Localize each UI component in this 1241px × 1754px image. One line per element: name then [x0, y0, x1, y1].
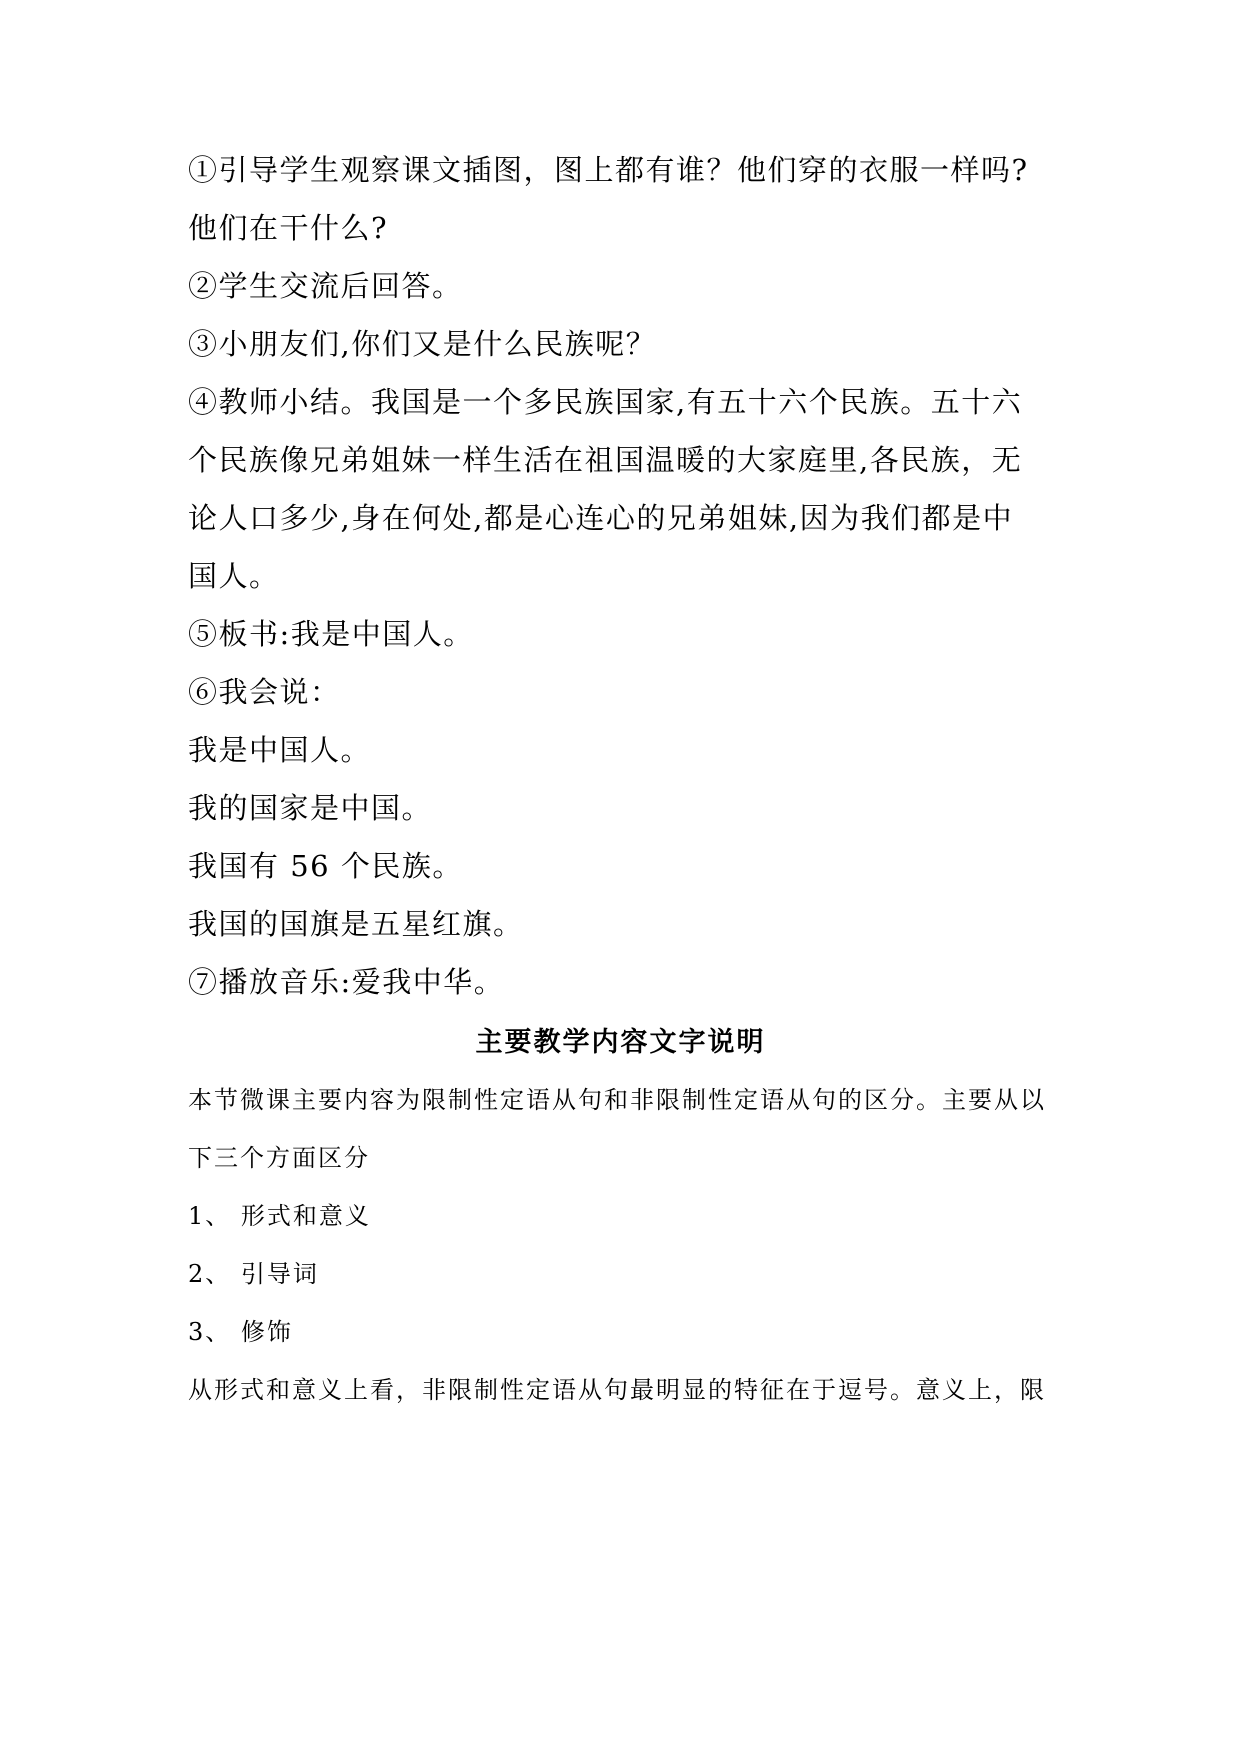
lesson-line-10: ⑥我会说：	[188, 675, 341, 709]
lesson-line-13: 我国有 56 个民族。	[188, 849, 463, 883]
lesson-line-11: 我是中国人。	[188, 733, 372, 767]
lesson-line-6: 个民族像兄弟姐妹一样生活在祖国温暖的大家庭里,各民族，无	[188, 443, 1023, 477]
lesson-line-5: ④教师小结。我国是一个多民族国家,有五十六个民族。五十六	[188, 385, 1023, 419]
lesson-line-2: 他们在干什么?	[188, 211, 389, 245]
lesson-line-7: 论人口多少,身在何处,都是心连心的兄弟姐妹,因为我们都是中	[188, 501, 1014, 535]
lesson-line-3: ②学生交流后回答。	[188, 269, 463, 303]
lesson-line-14: 我国的国旗是五星红旗。	[188, 907, 524, 941]
lesson-line-9: ⑤板书:我是中国人。	[188, 617, 474, 651]
lesson-line-12: 我的国家是中国。	[188, 791, 433, 825]
section-line-1: 本节微课主要内容为限制性定语从句和非限制性定语从句的区分。主要从以	[188, 1086, 1046, 1114]
lesson-line-15: ⑦播放音乐:爱我中华。	[188, 965, 505, 999]
section-line-2: 下三个方面区分	[188, 1144, 370, 1172]
lesson-line-8: 国人。	[188, 559, 280, 593]
section-line-3: 1、 形式和意义	[188, 1202, 371, 1230]
section-heading: 主要教学内容文字说明	[475, 1027, 766, 1058]
section-line-5: 3、 修饰	[188, 1318, 293, 1346]
lesson-line-1: ①引导学生观察课文插图，图上都有谁？他们穿的衣服一样吗?	[188, 153, 1029, 187]
section-line-6: 从形式和意义上看，非限制性定语从句最明显的特征在于逗号。意义上，限	[188, 1376, 1046, 1404]
lesson-line-4: ③小朋友们,你们又是什么民族呢？	[188, 327, 657, 361]
section-line-4: 2、 引导词	[188, 1260, 319, 1288]
